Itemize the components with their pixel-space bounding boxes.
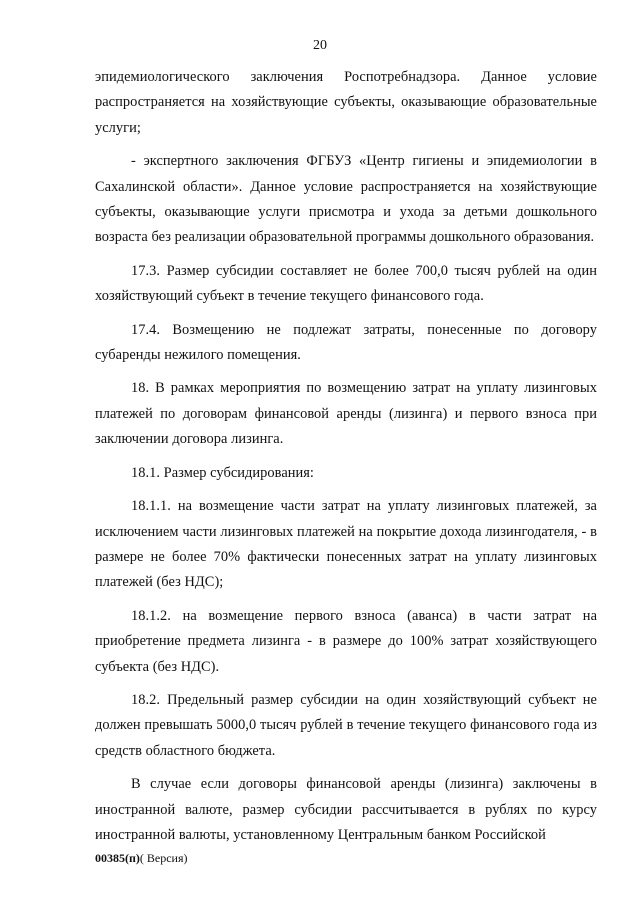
- paragraph: 17.4. Возмещению не подлежат затраты, понесенные по договору субаренды нежилого помещения.: [95, 321, 597, 364]
- document-body: [95, 65, 597, 856]
- paragraph: 17.3. Размер субсидии составляет не более 700,0 тысяч рублей на один хозяйствующий субъект в течение текущего финансового года.: [95, 262, 597, 305]
- page-number: 20: [313, 38, 327, 53]
- version-label: ( Версия): [139, 851, 188, 865]
- paragraph: 18.1. Размер субсидирования:: [131, 464, 314, 481]
- paragraph: 18.2. Предельный размер субсидии на один хозяйствующий субъект не должен превышать 5000,0 тысяч рублей в течение текущего финансового года из средств областного бюджета.: [95, 691, 597, 759]
- paragraph: В случае если договоры финансовой аренды (лизинга) заключены в иностранной валюте, размер субсидии рассчитывается в рублях по курсу иностранной валюты, установленному Центральным банком Российской: [95, 776, 597, 843]
- paragraph: - экспертного заключения ФГБУЗ «Центр гигиены и эпидемиологии в Сахалинской области». Данное условие распространяется на хозяйствующие субъекты, оказывающие услуги присмотра и ухода за детьми дошкольного возраста без реализации образовательной программы дошкольного образования.: [95, 153, 597, 246]
- paragraph: 18.1.2. на возмещение первого взноса (аванса) в части затрат на приобретение предмета лизинга - в размере до 100% затрат хозяйствующего субъекта (без НДС).: [95, 607, 597, 675]
- paragraph: 18.1.1. на возмещение части затрат на уплату лизинговых платежей, за исключением части лизинговых платежей на покрытие дохода лизингодателя, - в размере не более 70% фактически понесенных затрат на уплату лизинговых платежей (без НДС);: [95, 498, 597, 591]
- paragraph: 18. В рамках мероприятия по возмещению затрат на уплату лизинговых платежей по договорам финансовой аренды (лизинга) и первого взноса при заключении договора лизинга.: [95, 380, 597, 448]
- paragraph: эпидемиологического заключения Роспотребнадзора. Данное условие распространяется на хозяйствующие субъекты, оказывающие образовательные услуги;: [95, 69, 597, 136]
- document-code: 00385(п): [95, 851, 140, 865]
- footer-document-code: [95, 851, 188, 866]
